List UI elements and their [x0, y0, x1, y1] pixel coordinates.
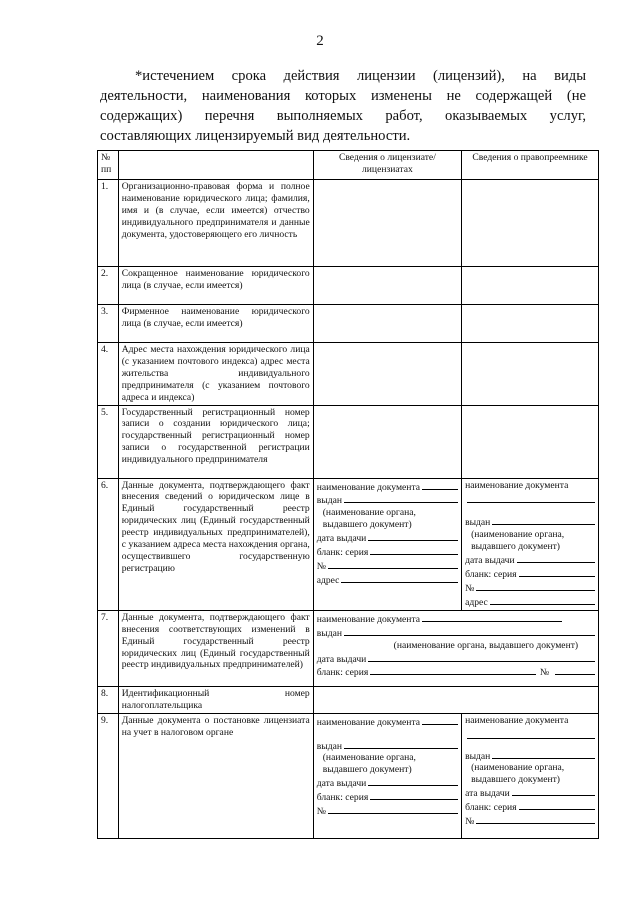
doc-name-field[interactable] — [467, 493, 595, 503]
issue-date-label: дата выдачи — [316, 653, 367, 665]
header-num: № пп — [98, 151, 119, 180]
doc-name-field[interactable] — [422, 480, 458, 490]
licensee-cell — [313, 405, 461, 478]
doc-name-field[interactable] — [422, 612, 562, 622]
table-header-row — [98, 151, 599, 180]
row-text: Сокращенное наименование юридического лица (в случае, если имеется) — [118, 267, 313, 305]
address-field[interactable] — [341, 573, 458, 583]
row-num: 3. — [98, 305, 119, 343]
blank-series-field[interactable] — [370, 545, 458, 555]
header-successor: Сведения о правопреемнике — [462, 151, 599, 180]
doc-name-label: наименование документа — [316, 716, 421, 728]
number-field[interactable] — [555, 665, 595, 675]
intro-paragraph: *истечением срока действия лицензии (лицензий), на виды деятельности, наименования которых изменены не содержащей (не содержащих) перечня выполняемых работ, оказываемых услуг, составляющих лицензируемый вид деятельности. — [100, 68, 586, 144]
successor-cell — [462, 343, 599, 406]
row-num: 2. — [98, 267, 119, 305]
table-row — [98, 713, 599, 838]
org-note: (наименование органа, выдавшего документ) — [393, 639, 579, 651]
issued-field[interactable] — [492, 515, 595, 525]
issue-date-field[interactable] — [368, 652, 595, 662]
blank-series-label: бланк: серия — [465, 802, 517, 814]
issue-date-field[interactable] — [368, 531, 458, 541]
org-note: (наименование органа, выдавшего документ) — [322, 752, 416, 776]
table-row — [98, 305, 599, 343]
issue-date-field[interactable] — [517, 553, 595, 563]
page-number: 2 — [316, 33, 324, 49]
blank-series-field[interactable] — [519, 800, 595, 810]
licensee-form — [313, 713, 461, 838]
issue-date-label: дата выдачи — [465, 555, 515, 567]
number-field[interactable] — [476, 814, 595, 824]
address-label: адрес — [316, 574, 340, 586]
row-num: 8. — [98, 686, 119, 713]
issue-date-label: ата выдачи — [465, 788, 510, 800]
number-field[interactable] — [328, 804, 458, 814]
issue-date-field[interactable] — [512, 786, 595, 796]
licensee-form — [313, 478, 461, 610]
issue-date-field[interactable] — [368, 776, 458, 786]
table-row — [98, 686, 599, 713]
row-num: 1. — [98, 180, 119, 267]
number-field[interactable] — [328, 559, 458, 569]
row-text: Данные документа, подтверждающего факт внесения сведений о юридическом лице в Единый государственный реестр юридических лиц (Единый государственный реестр индивидуальных предпринимателей), с указанием адреса места нахождения органа, осуществившего государственную регистрацию — [118, 478, 313, 610]
table-row — [98, 478, 599, 610]
doc-name-field[interactable] — [467, 729, 595, 739]
address-label: адрес — [465, 596, 488, 608]
row-text: Государственный регистрационный номер записи о создании юридического лица; государственный регистрационный номер записи о государственной регистрации индивидуального предпринимателя — [118, 405, 313, 478]
successor-cell — [462, 180, 599, 267]
successor-cell — [462, 405, 599, 478]
blank-series-field[interactable] — [370, 665, 536, 675]
row-text: Организационно-правовая форма и полное наименование юридического лица; фамилия, имя и (в случае, если имеется) отчество индивидуального предпринимателя и данные документа, удостоверяющего его личность — [118, 180, 313, 267]
blank-series-field[interactable] — [519, 567, 595, 577]
org-note: (наименование органа, выдавшего документ) — [471, 762, 565, 786]
blank-series-label: бланк: серия — [316, 667, 369, 679]
issued-label: выдан — [316, 740, 342, 752]
row-num: 5. — [98, 405, 119, 478]
merged-form — [313, 610, 598, 686]
doc-name-field[interactable] — [422, 715, 458, 725]
issued-field[interactable] — [344, 626, 595, 636]
doc-name-label: наименование документа — [316, 613, 421, 625]
header-licensee: Сведения о лицензиате/лицензиатах — [313, 151, 461, 180]
issued-label: выдан — [316, 495, 342, 507]
number-label: № — [316, 560, 326, 572]
row-num: 9. — [98, 713, 119, 838]
successor-form — [462, 713, 599, 838]
number-label: № — [465, 816, 475, 828]
licensee-cell — [313, 267, 461, 305]
licensee-cell — [313, 343, 461, 406]
licensee-cell — [313, 180, 461, 267]
org-note: (наименование органа, выдавшего документ) — [471, 529, 565, 553]
row-text: Данные документа о постановке лицензиата на учет в налоговом органе — [118, 713, 313, 838]
blank-series-field[interactable] — [370, 790, 458, 800]
issued-label: выдан — [316, 627, 342, 639]
number-label: № — [316, 806, 326, 818]
table-row — [98, 610, 599, 686]
successor-form — [462, 478, 599, 610]
row-num: 6. — [98, 478, 119, 610]
issued-field[interactable] — [344, 493, 458, 503]
address-field[interactable] — [490, 595, 595, 605]
number-field[interactable] — [476, 581, 595, 591]
successor-cell — [462, 305, 599, 343]
merged-cell — [313, 686, 598, 713]
doc-name-label: наименование документа — [465, 714, 569, 726]
doc-name-label: наименование документа — [316, 481, 421, 493]
table-row — [98, 405, 599, 478]
license-info-table — [97, 150, 599, 839]
blank-series-label: бланк: серия — [316, 792, 369, 804]
doc-name-label: наименование документа — [465, 479, 569, 491]
issue-date-label: дата выдачи — [316, 778, 367, 790]
issued-field[interactable] — [344, 739, 458, 749]
row-num: 4. — [98, 343, 119, 406]
row-num: 7. — [98, 610, 119, 686]
row-text: Идентификационный номер налогоплательщика — [118, 686, 313, 713]
blank-series-label: бланк: серия — [465, 569, 517, 581]
issue-date-label: дата выдачи — [316, 533, 367, 545]
blank-series-label: бланк: серия — [316, 547, 369, 559]
number-label: № — [539, 667, 549, 679]
org-note: (наименование органа, выдавшего документ) — [322, 507, 416, 531]
table-row — [98, 343, 599, 406]
licensee-cell — [313, 305, 461, 343]
issued-label: выдан — [465, 750, 491, 762]
issued-field[interactable] — [492, 749, 595, 759]
row-text: Адрес места нахождения юридического лица (с указанием почтового индекса) адрес места жительства индивидуального предпринимателя (с указанием почтового адреса и индекса) — [118, 343, 313, 406]
table-row — [98, 267, 599, 305]
row-text: Фирменное наименование юридического лица (в случае, если имеется) — [118, 305, 313, 343]
issued-label: выдан — [465, 517, 491, 529]
header-item — [118, 151, 313, 180]
table-row — [98, 180, 599, 267]
row-text: Данные документа, подтверждающего факт внесения соответствующих изменений в Единый государственный реестр юридических лиц (Единый государственный реестр индивидуальных предпринимателей) — [118, 610, 313, 686]
number-label: № — [465, 582, 475, 594]
successor-cell — [462, 267, 599, 305]
